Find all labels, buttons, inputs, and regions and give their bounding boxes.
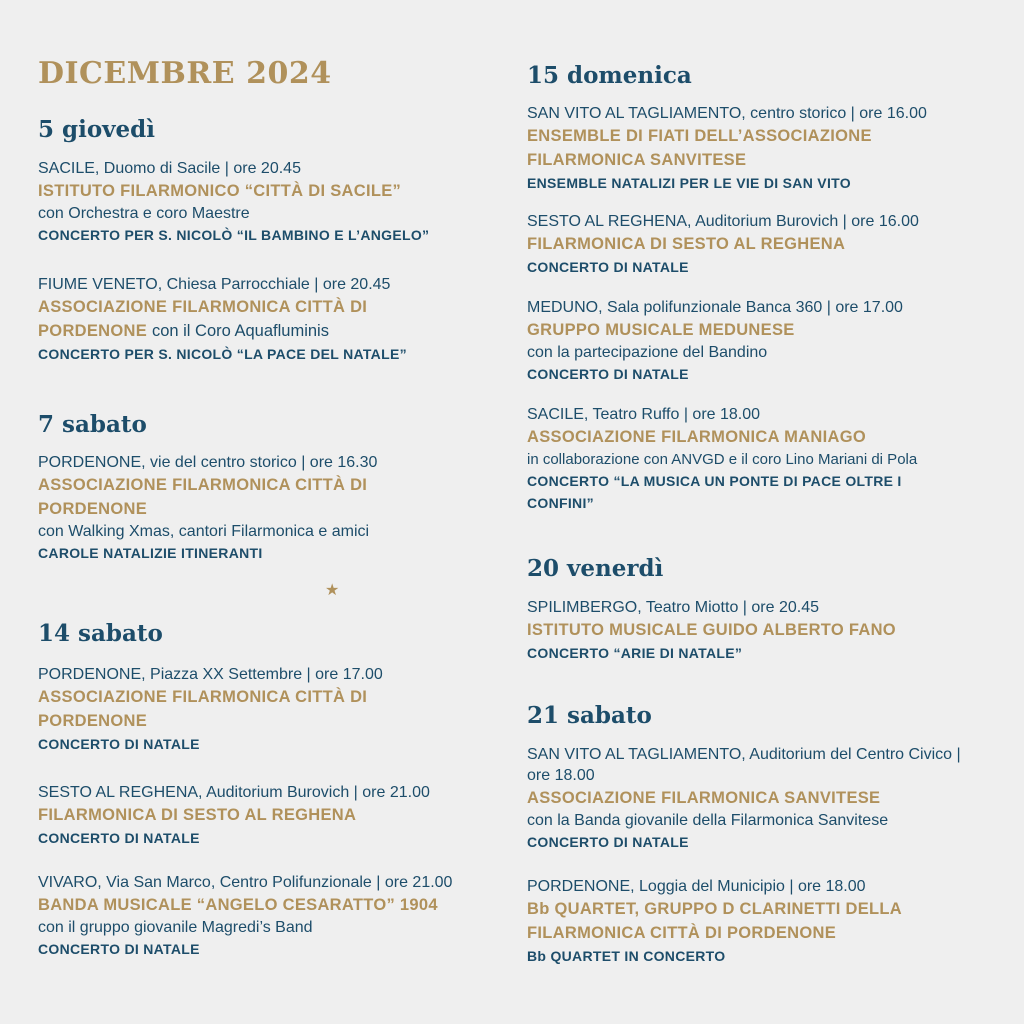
event-performer: FILARMONICA DI SESTO AL REGHENA xyxy=(527,235,846,253)
event-location: SPILIMBERGO, Teatro Miotto | ore 20.45 xyxy=(527,599,819,616)
day-heading: 21 sabato xyxy=(527,702,652,729)
event-performer xyxy=(38,295,438,343)
event-title: CONCERTO “LA MUSICA UN PONTE DI PACE OLTRE I CONFINI” xyxy=(527,473,902,511)
event-location: PORDENONE, Loggia del Municipio | ore 18.00 xyxy=(527,878,866,895)
event-note: con il Coro Aquafluminis xyxy=(151,322,329,340)
event-title: CONCERTO DI NATALE xyxy=(38,941,200,957)
event-title: CONCERTO “ARIE DI NATALE” xyxy=(527,645,743,661)
event-performer: ASSOCIAZIONE FILARMONICA CITTÀ DI PORDENONE xyxy=(38,476,368,518)
event-location: VIVARO, Via San Marco, Centro Polifunzionale | ore 21.00 xyxy=(38,874,453,891)
event-performer: ASSOCIAZIONE FILARMONICA CITTÀ DI PORDENONE xyxy=(38,688,368,730)
event-performer: ISTITUTO FILARMONICO “CITTÀ DI SACILE” xyxy=(38,182,402,200)
event-location: SAN VITO AL TAGLIAMENTO, Auditorium del Centro Civico | ore 18.00 xyxy=(527,746,961,784)
event xyxy=(38,872,518,960)
event-note: in collaborazione con ANVGD e il coro Lino Mariani di Pola xyxy=(527,451,918,468)
event xyxy=(38,158,508,246)
event xyxy=(527,744,967,853)
event-title: CONCERTO DI NATALE xyxy=(527,259,689,275)
event-location: MEDUNO, Sala polifunzionale Banca 360 | ore 17.00 xyxy=(527,299,903,316)
event xyxy=(38,782,508,849)
event-title: CONCERTO PER S. NICOLÒ “IL BAMBINO E L’ANGELO” xyxy=(38,227,430,243)
event-performer: ISTITUTO MUSICALE GUIDO ALBERTO FANO xyxy=(527,621,896,639)
event-performer: ENSEMBLE DI FIATI DELL’ASSOCIAZIONE FILARMONICA SANVITESE xyxy=(527,127,872,169)
event xyxy=(527,103,997,194)
day-heading: 20 venerdì xyxy=(527,555,664,582)
event-performer-name: ASSOCIAZIONE FILARMONICA CITTÀ DI PORDENONE xyxy=(38,298,368,340)
day-heading: 15 domenica xyxy=(527,62,692,89)
event xyxy=(527,211,997,278)
day-heading: 7 sabato xyxy=(38,411,147,438)
event-title: Bb QUARTET IN CONCERTO xyxy=(527,948,726,964)
event-title: CONCERTO DI NATALE xyxy=(527,834,689,850)
event-performer: Bb QUARTET, GRUPPO D CLARINETTI DELLA FILARMONICA CITTÀ DI PORDENONE xyxy=(527,900,902,942)
event-performer: ASSOCIAZIONE FILARMONICA MANIAGO xyxy=(527,428,866,446)
event xyxy=(38,664,438,755)
star-icon: ★ xyxy=(325,582,340,599)
event-note: con Walking Xmas, cantori Filarmonica e amici xyxy=(38,523,370,540)
event-note: con il gruppo giovanile Magredi’s Band xyxy=(38,919,313,936)
event-performer: ASSOCIAZIONE FILARMONICA SANVITESE xyxy=(527,789,881,807)
event-title: CAROLE NATALIZIE ITINERANTI xyxy=(38,545,263,561)
event-note: con Orchestra e coro Maestre xyxy=(38,205,250,222)
event-location: FIUME VENETO, Chiesa Parrocchiale | ore 20.45 xyxy=(38,276,391,293)
event-location: SESTO AL REGHENA, Auditorium Burovich | ore 16.00 xyxy=(527,213,919,230)
event-title: CONCERTO DI NATALE xyxy=(38,736,200,752)
event-location: SAN VITO AL TAGLIAMENTO, centro storico | ore 16.00 xyxy=(527,105,927,122)
event-note: con la Banda giovanile della Filarmonica Sanvitese xyxy=(527,812,889,829)
event-location: SACILE, Teatro Ruffo | ore 18.00 xyxy=(527,406,761,423)
event-title: CONCERTO DI NATALE xyxy=(38,830,200,846)
event-location: PORDENONE, vie del centro storico | ore 16.30 xyxy=(38,454,378,471)
event-title: CONCERTO DI NATALE xyxy=(527,366,689,382)
event xyxy=(38,452,438,564)
event-performer: GRUPPO MUSICALE MEDUNESE xyxy=(527,321,795,339)
event-location: SACILE, Duomo di Sacile | ore 20.45 xyxy=(38,160,301,177)
event-title: ENSEMBLE NATALIZI PER LE VIE DI SAN VITO xyxy=(527,175,851,191)
day-heading: 14 sabato xyxy=(38,620,163,647)
event-performer: FILARMONICA DI SESTO AL REGHENA xyxy=(38,806,357,824)
event-performer: BANDA MUSICALE “ANGELO CESARATTO” 1904 xyxy=(38,896,438,914)
event xyxy=(527,876,957,967)
event xyxy=(38,274,438,365)
event xyxy=(527,597,997,664)
event xyxy=(527,404,1002,514)
event-title: CONCERTO PER S. NICOLÒ “LA PACE DEL NATALE” xyxy=(38,346,407,362)
event-location: PORDENONE, Piazza XX Settembre | ore 17.00 xyxy=(38,666,383,683)
day-heading: 5 giovedì xyxy=(38,116,155,143)
event-note: con la partecipazione del Bandino xyxy=(527,344,768,361)
event xyxy=(527,297,997,385)
month-title: DICEMBRE 2024 xyxy=(38,56,332,91)
event-location: SESTO AL REGHENA, Auditorium Burovich | ore 21.00 xyxy=(38,784,430,801)
